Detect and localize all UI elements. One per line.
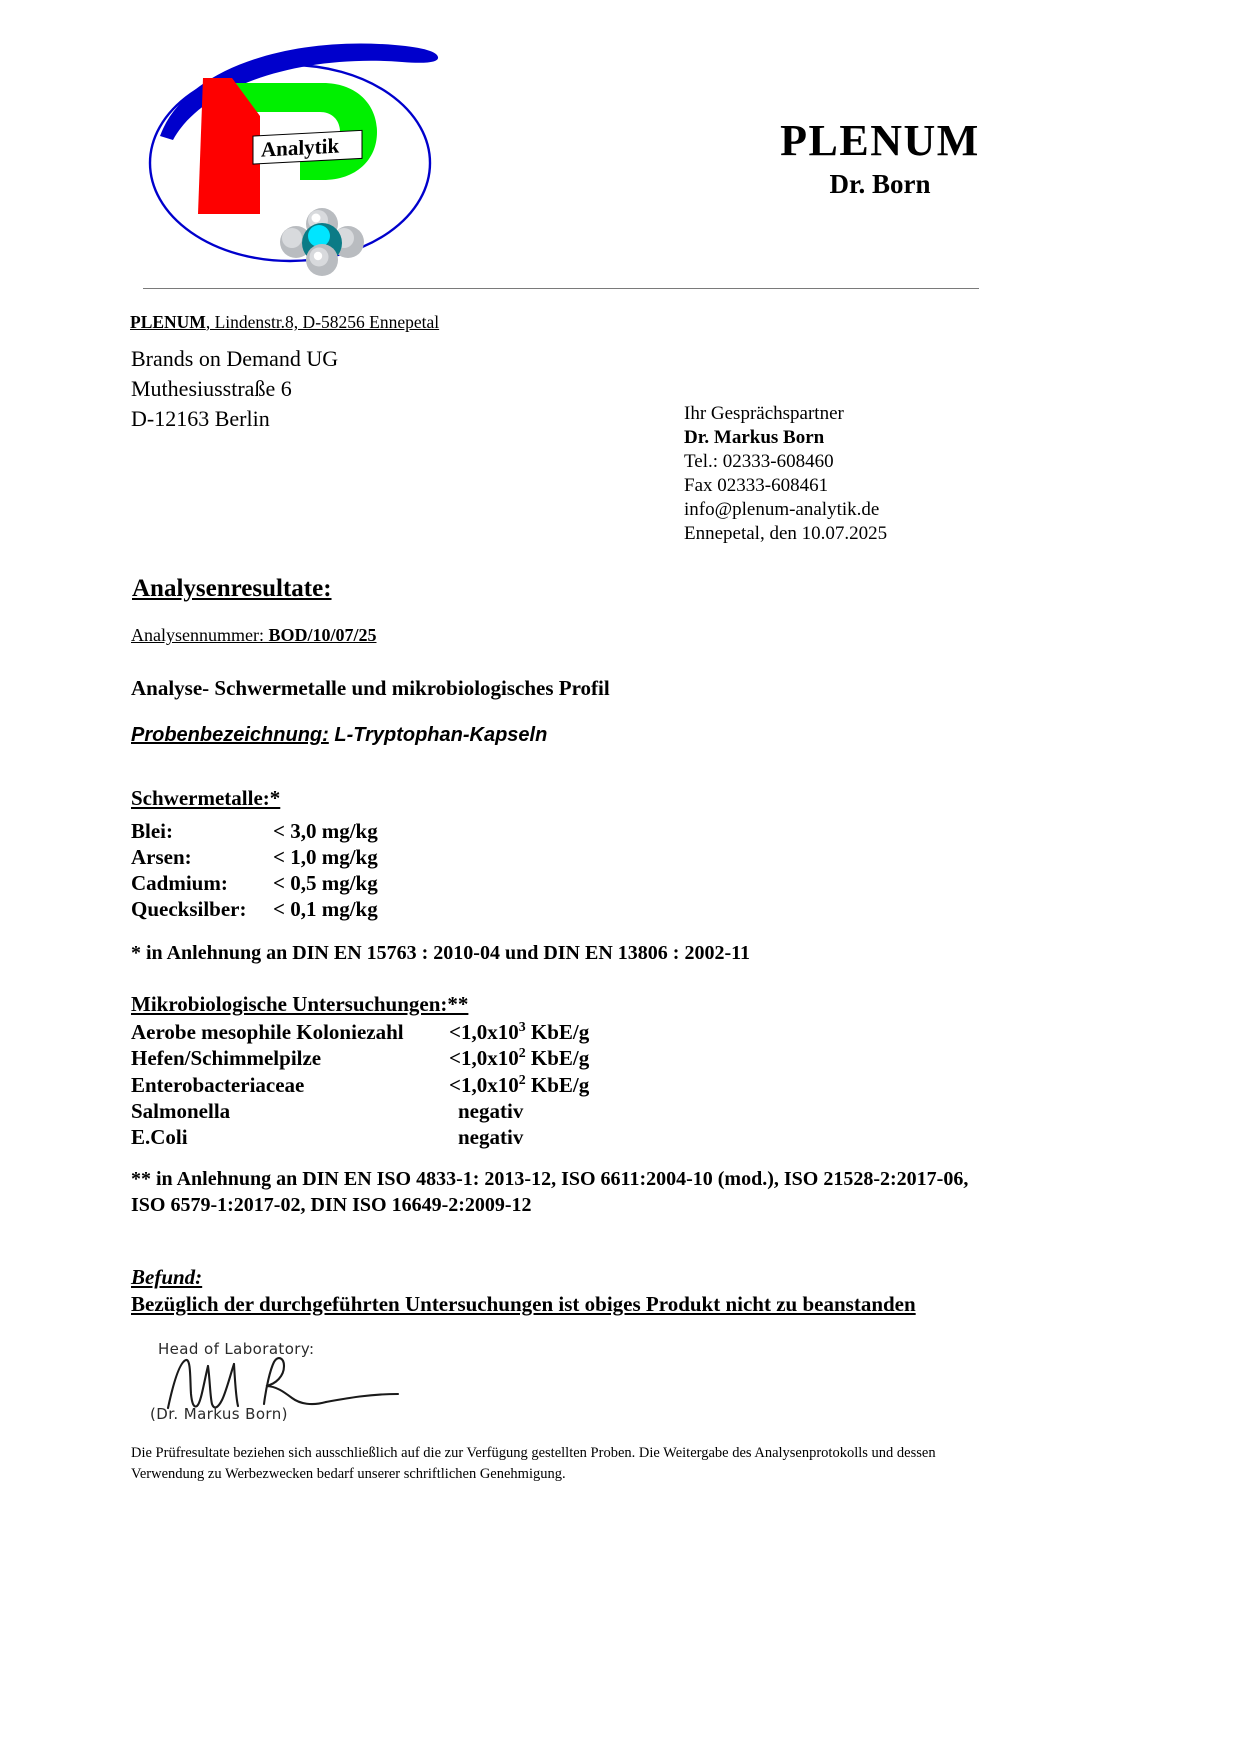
microbe-name: E.Coli: [131, 1125, 188, 1150]
table-row: [131, 844, 378, 870]
table-row: [131, 1124, 589, 1150]
heavy-metals-table: [131, 818, 378, 922]
microbe-name: Hefen/Schimmelpilze: [131, 1046, 322, 1071]
metal-value: < 0,5 mg/kg: [273, 871, 378, 896]
table-row: [131, 1019, 589, 1045]
logo-analytik-text: Analytik: [261, 133, 340, 162]
metal-name: Arsen:: [131, 845, 192, 870]
brand-heading: [670, 118, 1090, 200]
microbe-value: negativ: [458, 1125, 524, 1150]
microbe-value-exponent: 2: [518, 1071, 526, 1087]
metal-value: < 3,0 mg/kg: [273, 819, 378, 843]
microbiology-table: [131, 1019, 589, 1151]
brand-subtitle: Dr. Born: [829, 169, 931, 200]
metal-name: Blei:: [131, 819, 173, 843]
sample-designation: [131, 724, 547, 747]
contact-person-label: Ihr Gesprächspartner: [684, 403, 844, 424]
microbiology-standards-note: ** in Anlehnung an DIN EN ISO 4833-1: 2013-12, ISO 6611:2004-10 (mod.), ISO 21528-2:2017-06, ISO 6579-1:2017-02, DIN ISO 16649-2:2009-12: [131, 1168, 969, 1216]
befund-label: Befund:: [131, 1265, 203, 1289]
header-divider: [143, 288, 979, 289]
table-row: [131, 1098, 589, 1124]
analysis-number-value: BOD/10/07/25: [268, 625, 377, 645]
contact-place-date: Ennepetal, den 10.07.2025: [684, 522, 888, 544]
microbiology-title: Mikrobiologische Untersuchungen:**: [131, 992, 469, 1016]
company-logo: [140, 28, 470, 283]
table-row: [131, 1072, 589, 1098]
metal-value: < 0,1 mg/kg: [273, 897, 378, 922]
logo-molecule-icon: [280, 208, 364, 276]
table-row: [131, 896, 378, 922]
heavy-metals-title: Schwermetalle:*: [131, 786, 281, 810]
analysis-type: Analyse- Schwermetalle und mikrobiologisches Profil: [131, 676, 610, 700]
microbe-name: Salmonella: [131, 1099, 231, 1124]
microbe-value: negativ: [458, 1099, 524, 1124]
befund-text: Bezüglich der durchgeführten Untersuchungen ist obiges Produkt nicht zu beanstanden: [131, 1292, 916, 1316]
logo-graphic: [140, 28, 470, 283]
brand-name: PLENUM: [780, 116, 980, 165]
contact-fax: Fax 02333-608461: [684, 474, 829, 496]
recipient-line-3: D-12163 Berlin: [131, 406, 270, 432]
microbe-value: [449, 1019, 589, 1045]
sender-address-rest: , Lindenstr.8, D-58256 Ennepetal: [205, 312, 440, 332]
analysis-number: [131, 625, 377, 646]
microbe-value-prefix: <1,0x10: [449, 1046, 519, 1071]
microbe-value-unit: KbE/g: [525, 1020, 590, 1044]
microbe-value-unit: KbE/g: [525, 1072, 590, 1097]
contact-block: [684, 402, 887, 546]
recipient-line-1: Brands on Demand UG: [131, 346, 339, 371]
signature-heading: Head of Laboratory:: [158, 1340, 315, 1358]
sender-address-line: [130, 312, 439, 333]
table-row: [131, 818, 378, 844]
table-row: [131, 870, 378, 896]
metal-name: Quecksilber:: [131, 897, 247, 922]
signature-name: (Dr. Markus Born): [150, 1405, 288, 1423]
recipient-address: [131, 344, 338, 434]
analysis-number-label: Analysennummer:: [131, 625, 264, 645]
sample-designation-value: L-Tryptophan-Kapseln: [334, 724, 548, 746]
metal-value: < 1,0 mg/kg: [273, 845, 378, 870]
heavy-metals-standards-note: * in Anlehnung an DIN EN 15763 : 2010-04 und DIN EN 13806 : 2002-11: [131, 942, 751, 964]
microbe-name: Enterobacteriaceae: [131, 1072, 305, 1097]
microbe-value: [449, 1045, 589, 1071]
microbe-value-exponent: 3: [518, 1019, 526, 1034]
microbe-value-prefix: <1,0x10: [449, 1072, 519, 1097]
contact-person-name: Dr. Markus Born: [684, 426, 825, 448]
contact-phone: Tel.: 02333-608460: [684, 450, 834, 472]
logo-analytik-label: [253, 130, 362, 164]
metal-name: Cadmium:: [131, 871, 228, 896]
footer-disclaimer: Die Prüfresultate beziehen sich ausschließlich auf die zur Verfügung gestellten Proben. Die Weitergabe des Analysenprotokolls und dessen Verwendung zu Werbezwecken bedarf unserer schriftlichen Genehmigung.: [131, 1445, 936, 1482]
sample-designation-label: Probenbezeichnung:: [131, 724, 329, 746]
microbe-value-exponent: 2: [518, 1045, 526, 1061]
results-title: Analysenresultate:: [132, 575, 332, 602]
microbe-value-prefix: <1,0x10: [449, 1020, 519, 1044]
table-row: [131, 1045, 589, 1071]
contact-email: info@plenum-analytik.de: [684, 498, 880, 520]
microbe-value-unit: KbE/g: [525, 1046, 590, 1071]
microbe-value: [449, 1072, 589, 1098]
microbe-name: Aerobe mesophile Koloniezahl: [131, 1020, 404, 1044]
recipient-line-2: Muthesiusstraße 6: [131, 376, 292, 402]
sender-company: PLENUM: [130, 312, 206, 332]
